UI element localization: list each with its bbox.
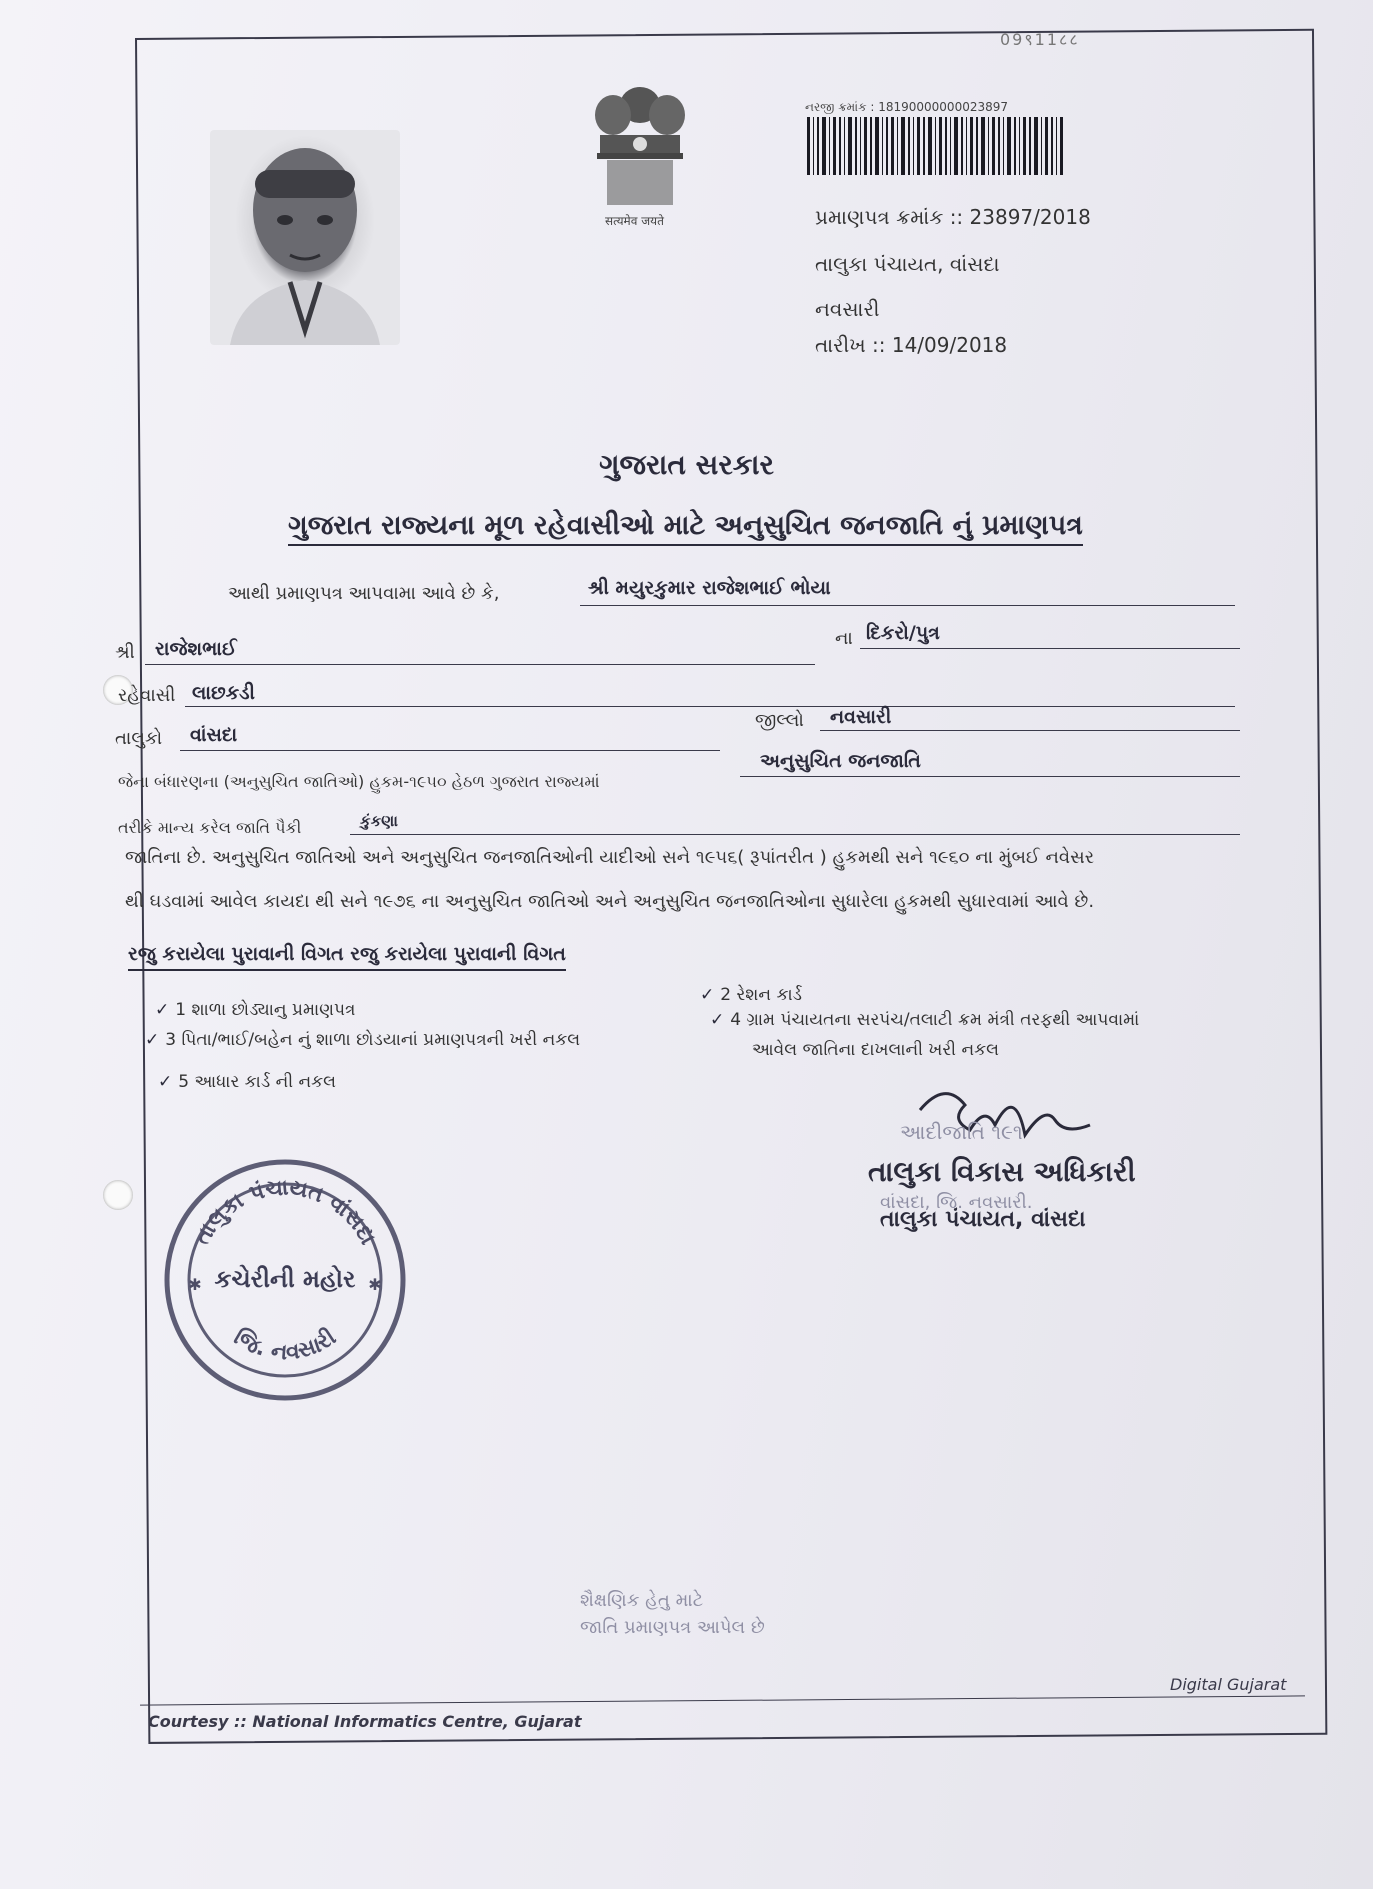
holder-name: શ્રી મયુરકુમાર રાજેશભાઈ ભોયા [588,577,831,599]
svg-text:✱: ✱ [188,1275,202,1294]
evidence-heading: રજુ કરાયેલા પુરાવાની વિગત રજુ કરાયેલા પુરાવાની વિગત [128,943,566,971]
father-name-line [145,664,815,665]
officer-signature [905,1065,1105,1165]
svg-text:તાલુકા પંચાયત વાંસદા: તાલુકા પંચાયત વાંસદા [189,1175,381,1250]
faint-stamp-text: આદીજાતિ ૧૯૧ [900,1120,1023,1144]
issue-date: તારીખ :: 14/09/2018 [815,333,1008,357]
certificate-title: ગુજરાત રાજ્યના મૂળ રહેવાસીઓ માટે અનુસુચિત જનજાતિ નું પ્રમાણપત્ર [288,510,1083,546]
signatory-office: તાલુકા પંચાયત, વાંસદા [880,1207,1086,1232]
father-name: રાજેશભાઈ [155,638,237,660]
check-icon: ✓ [155,1000,170,1020]
evidence-item-4: ✓ 4 ગ્રામ પંચાયતના સરપંચ/તલાટી ક્રમ મંત્રી તરફથી આપવામાં [710,1010,1140,1030]
svg-text:✱: ✱ [368,1275,382,1294]
category-value: અનુસુચિત જનજાતિ [760,750,921,772]
evidence-item-3: ✓ 3 પિતા/ભાઈ/બહેન નું શાળા છોડયાનાં પ્રમાણપત્રની ખરી નકલ [145,1030,581,1050]
legal-paragraph-line-2: થી ઘડવામાં આવેલ કાયદા થી સને ૧૯૭૬ ના અનુસુચિત જાતિઓ અને અનુસુચિત જનજાતિઓના સુધારેલા હુકમથી સુધારવામાં આવે છે. [125,891,1095,912]
national-emblem-icon [585,80,695,205]
check-icon: ✓ [158,1072,173,1092]
holder-name-line [580,605,1235,606]
caste-line [350,834,1240,835]
footer-digital-gujarat: Digital Gujarat [1170,1675,1287,1694]
holder-photo [210,130,400,345]
resident-value: લાછકડી [192,682,255,704]
government-title: ગુજરાત સરકાર [599,448,774,481]
purpose-note-line-1: શૈક્ષણિક હેતુ માટે [580,1590,704,1611]
corner-handwritten-mark: 09९11८८ [1000,30,1080,49]
svg-text:કચેરીની મહોર: કચેરીની મહોર [214,1265,356,1293]
check-icon: ✓ [700,985,715,1005]
issuing-office: તાલુકા પંચાયત, વાંસદા [815,252,1000,276]
registration-number: નરજી ક્રમાંક : 18190000000023897 [805,100,1009,114]
resident-line [185,706,1235,707]
punch-hole-bottom [103,1180,133,1210]
resident-label: રહેવાસી [118,685,176,706]
office-seal [160,1155,410,1405]
district-label: જીલ્લો [755,710,804,731]
evidence-item-5: ✓ 5 આધાર કાર્ડ ની નકલ [158,1072,337,1092]
svg-text:જિ. નવસારી: જિ. નવસારી [229,1324,341,1366]
taluka-line [180,750,720,751]
relation-value: દિકરો/પુત્ર [866,622,940,644]
caste-value: કુંકણા [360,812,398,830]
signatory-title: તાલુકા વિકાસ અધિકારી [868,1155,1136,1188]
constitution-label: જેના બંધારણના (અનુસુચિત જાતિઓ) હુકમ-૧૯૫૦ હેઠળ ગુજરાત રાજ્યમાં [118,772,600,791]
district-value: નવસારી [830,706,892,728]
evidence-item-2: ✓ 2 રેશન કાર્ડ [700,985,802,1005]
evidence-item-1: ✓ 1 શાળા છોડ્યાનુ પ્રમાણપત્ર [155,1000,356,1020]
district-line [820,730,1240,731]
issuing-district: નવસારી [815,297,880,321]
taluka-label: તાલુકો [115,728,163,749]
category-line [740,776,1240,777]
check-icon: ✓ [710,1010,725,1030]
caste-label: તરીકે માન્ય કરેલ જાતિ પૈકી [118,818,302,837]
relation-line [860,648,1240,649]
faint-stamp-place: વાંસદા, જિ. નવસારી. [880,1192,1033,1213]
father-prefix: શ્રી [115,642,135,663]
footer-courtesy: Courtesy :: National Informatics Centre, Gujarat [148,1712,582,1731]
check-icon: ✓ [145,1030,160,1050]
certificate-number: પ્રમાણપત્ર ક્રમાંક :: 23897/2018 [815,205,1091,229]
barcode [805,117,1065,175]
emblem-motto: सत्यमेव जयते [605,214,664,228]
intro-label: આથી પ્રમાણપત્ર આપવામા આવે છે કે, [228,583,500,604]
evidence-item-4-continued: આવેલ જાતિના દાખલાની ખરી નકલ [752,1040,999,1060]
relation-label: ના [835,628,853,649]
taluka-value: વાંસદા [190,724,238,746]
legal-paragraph-line-1: જાતિના છે. અનુસુચિત જાતિઓ અને અનુસુચિત જનજાતિઓની યાદીઓ સને ૧૯૫૬( રૂપાંતરીત ) હુકમથી સને ૧૯૬૦ ના મુંબઈ નવેસર [125,847,1095,868]
purpose-note-line-2: જાતિ પ્રમાણપત્ર આપેલ છે [580,1617,765,1638]
